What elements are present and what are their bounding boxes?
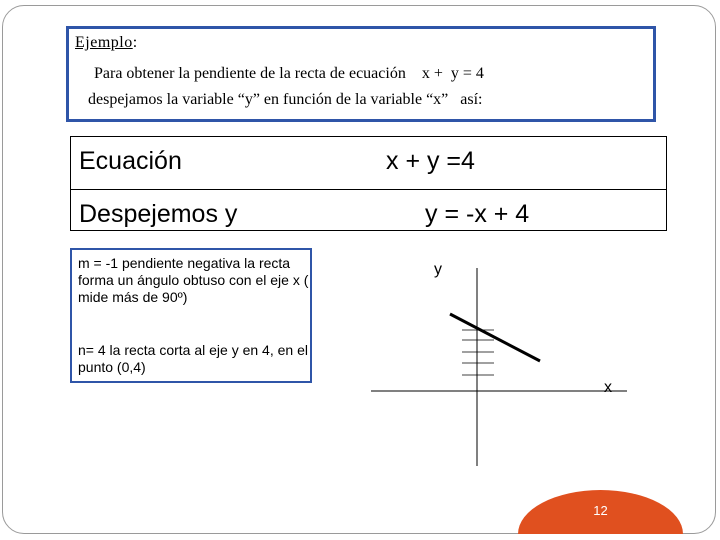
- row-solve-value: y = -x + 4: [425, 200, 530, 228]
- x-axis-label: x: [604, 379, 612, 396]
- intercept-note: n= 4 la recta corta al eje y en 4, en el punto (0,4): [78, 342, 308, 375]
- example-title-text: Ejemplo: [75, 34, 133, 51]
- row-solve-label: Despejemos y: [79, 200, 238, 228]
- example-title-colon: :: [132, 34, 138, 51]
- y-axis-label: y: [434, 261, 442, 278]
- row-equation-label: Ecuación: [79, 147, 182, 175]
- example-line-1: Para obtener la pendiente de la recta de ecuación x + y = 4: [94, 65, 484, 82]
- y-axis-ticks: [462, 330, 494, 375]
- slope-note: m = -1 pendiente negativa la recta forma un ángulo obtuso con el eje x ( mide más de 90º): [78, 255, 309, 305]
- page-number: 12: [593, 503, 608, 518]
- example-line-2: despejamos la variable “y” en función de la variable “x” así:: [88, 91, 483, 108]
- line-y-equals-minus-x-plus-4: [450, 314, 540, 361]
- row-equation-value: x + y =4: [386, 147, 475, 175]
